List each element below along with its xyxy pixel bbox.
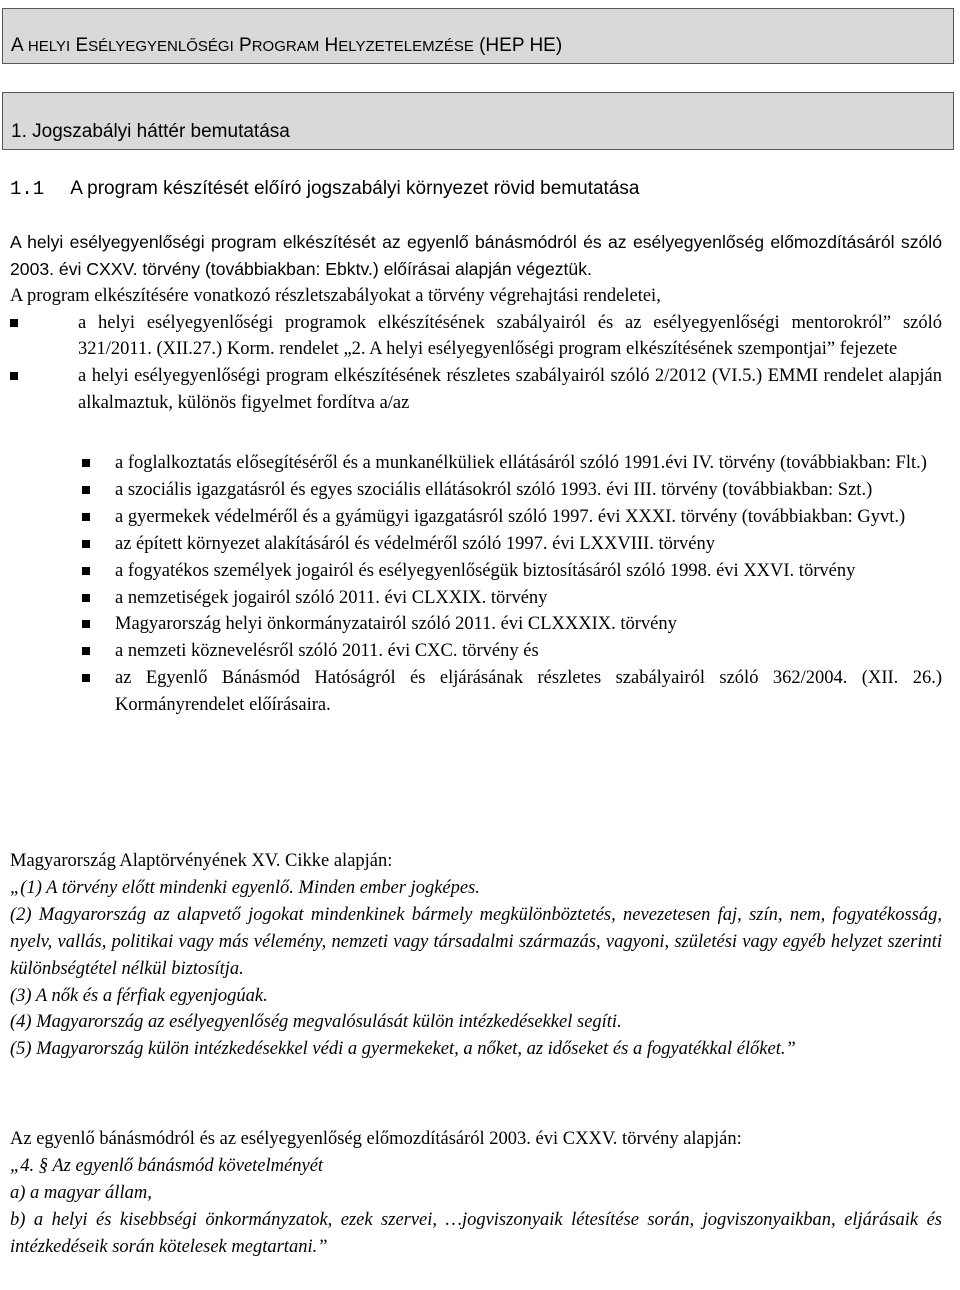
alaptorveny-block: [10, 848, 942, 1063]
alaptorveny-paragraph: (2) Magyarország az alapvető jogokat mindenkinek bármely megkülönböztetés, nevezetesen faj, szín, nem, fogyatékosság, nyelv, vallás, politikai vagy más vélemény, nemzeti vagy társadalmi származás, vagyoni, születési vagy egyéb helyzet szerinti különbségtétel nélkül biztosítja.: [10, 904, 942, 979]
ebktv-block: [10, 1126, 942, 1261]
ebktv-paragraph: b) a helyi és kisebbségi önkormányzatok, ezek szervei, …jogviszonyaik létesítése során, jogviszonyaikban, eljárásaik és intézkedéseik során kötelesek megtartani.”: [10, 1209, 942, 1257]
law-list: [10, 450, 942, 719]
alaptorveny-paragraph: (4) Magyarország az esélyegyenlőség megvalósulását külön intézkedésekkel segíti.: [10, 1012, 622, 1033]
ebktv-paragraph: „4. § Az egyenlő bánásmód követelményét: [10, 1155, 324, 1176]
ebktv-lead: Az egyenlő bánásmódról és az esélyegyenlőség előmozdításáról 2003. évi CXXV. törvény alapján:: [10, 1129, 742, 1149]
list-item: a foglalkoztatás elősegítéséről és a munkanélküliek ellátásáról szóló 1991.évi IV. törvény (továbbiakban: Flt.): [10, 450, 942, 477]
list-item: a helyi esélyegyenlőségi program elkészítésének részletes szabályairól szóló 2/2012 (VI.5.) EMMI rendelet alapján alkalmaztuk, különös figyelmet fordítva a/az: [0, 363, 942, 417]
intro-paragraph: A helyi esélyegyenlőségi program elkészítését az egyenlő bánásmódról és az esélyegyenlőség előmozdításáról szóló 2003. évi CXXV. törvény (továbbiakban: Ebktv.) előírásai alapján végeztük.: [10, 232, 942, 279]
list-item: Magyarország helyi önkormányzatairól szóló 2011. évi CLXXXIX. törvény: [10, 611, 942, 638]
list-item: a nemzetiségek jogairól szóló 2011. évi CLXXIX. törvény: [10, 585, 942, 612]
list-item: a helyi esélyegyenlőségi programok elkészítésének szabályairól és az esélyegyenlőségi mentorokról” szóló 321/2011. (XII.27.) Korm. rendelet „2. A helyi esélyegyenlőségi program elkészítésének szempontjai” fejezete: [0, 310, 942, 364]
alaptorveny-paragraph: (3) A nők és a férfiak egyenjogúak.: [10, 985, 268, 1006]
law-list-block: [10, 450, 942, 719]
intro-rules-paragraph: A program elkészítésére vonatkozó részletszabályokat a törvény végrehajtási rendeletei,: [10, 285, 661, 306]
list-item: a nemzeti köznevelésről szóló 2011. évi CXC. törvény és: [10, 638, 942, 665]
alaptorveny-paragraph: (5) Magyarország külön intézkedésekkel védi a gyermekeket, a nőket, az időseket és a fogyatékkal élőket.”: [10, 1039, 796, 1060]
intro-block: [10, 229, 942, 417]
list-item: a szociális igazgatásról és egyes szociális ellátásokról szóló 1993. évi III. törvény (továbbiakban: Szt.): [10, 477, 942, 504]
list-item: az Egyenlő Bánásmód Hatóságról és eljárásának részletes szabályairól szóló 362/2004. (XII. 26.) Kormányrendelet előírásaira.: [10, 665, 942, 719]
main-heading: A HELYI ESÉLYEGYENLŐSÉGI PROGRAM HELYZETELEMZÉSE (HEP HE): [2, 8, 954, 64]
list-item: a fogyatékos személyek jogairól és esélyegyenlőségük biztosításáról szóló 1998. évi XXVI. törvény: [10, 558, 942, 585]
subsection-heading: 1.1 A program készítését előíró jogszabályi környezet rövid bemutatása: [10, 178, 640, 200]
list-item: a gyermekek védelméről és a gyámügyi igazgatásról szóló 1997. évi XXXI. törvény (továbbiakban: Gyvt.): [10, 504, 942, 531]
ebktv-paragraph: a) a magyar állam,: [10, 1182, 152, 1203]
list-item: az épített környezet alakításáról és védelméről szóló 1997. évi LXXVIII. törvény: [10, 531, 942, 558]
decree-list: [0, 310, 942, 418]
alaptorveny-lead: Magyarország Alaptörvényének XV. Cikke alapján:: [10, 851, 393, 871]
alaptorveny-paragraph: „(1) A törvény előtt mindenki egyenlő. Minden ember jogképes.: [10, 877, 480, 898]
section-heading: 1. Jogszabályi háttér bemutatása: [2, 92, 954, 150]
